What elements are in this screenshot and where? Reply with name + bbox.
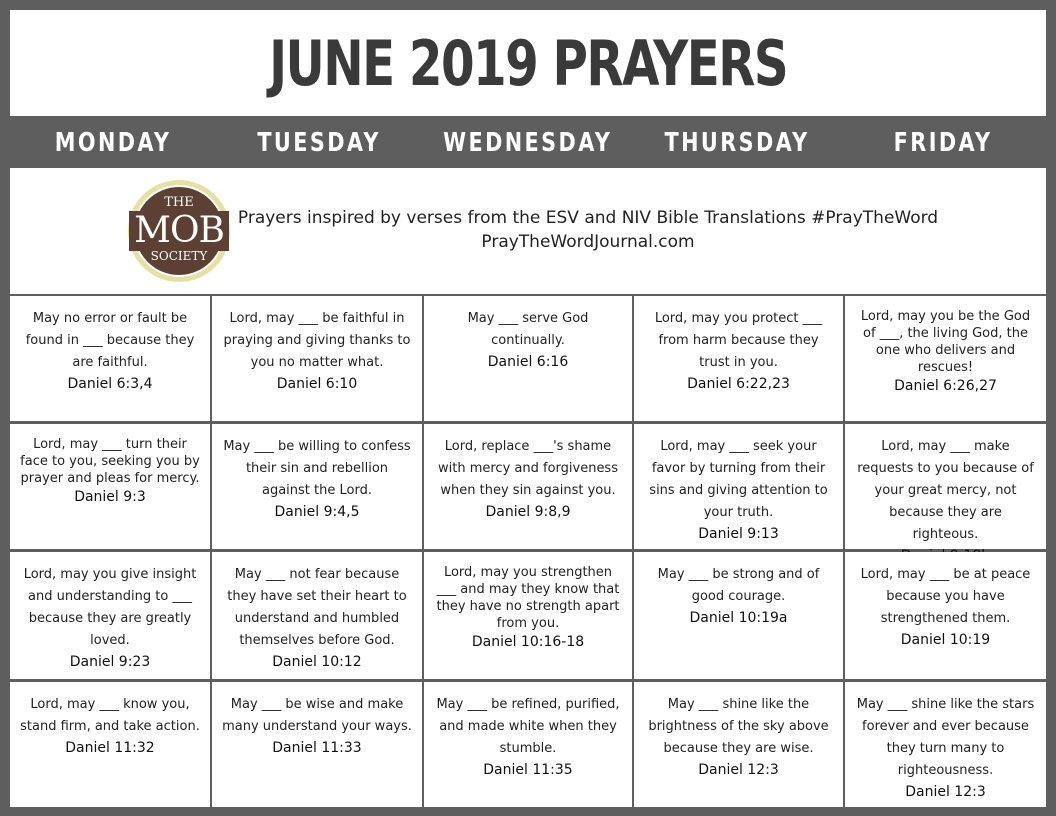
calendar-cell bbox=[10, 682, 210, 807]
translations-note: Prayers inspired by verses from the ESV and NIV Bible Translations #PrayTheWord bbox=[237, 208, 939, 228]
website-link[interactable]: PrayTheWordJournal.com bbox=[481, 232, 695, 252]
calendar-cell bbox=[424, 552, 632, 679]
verse-reference: Daniel 11:32 bbox=[65, 740, 155, 756]
info-text bbox=[190, 206, 986, 254]
day-tuesday: TUESDAY bbox=[257, 128, 382, 158]
verse-reference: Daniel 9:8,9 bbox=[485, 504, 571, 520]
calendar-cell bbox=[212, 682, 422, 807]
verse-reference: Daniel 9:4,5 bbox=[274, 504, 360, 520]
verse-reference: Daniel 6:22,23 bbox=[687, 376, 790, 392]
day-monday: MONDAY bbox=[54, 128, 172, 158]
verse-reference: Daniel 10:12 bbox=[272, 654, 362, 670]
verse-reference: Daniel 11:33 bbox=[272, 740, 362, 756]
prayer-text: May ___ not fear because they have set their heart to understand and humbled themselves before God. bbox=[227, 567, 407, 648]
calendar-cell bbox=[212, 552, 422, 679]
prayer-text: Lord, may ___ be at peace because you have strengthened them. bbox=[860, 567, 1031, 626]
prayer-text: Lord, may ___ turn their face to you, seeking you by prayer and pleas for mercy. bbox=[20, 437, 200, 486]
verse-reference: Daniel 9:23 bbox=[69, 654, 151, 670]
calendar-cell bbox=[634, 682, 843, 807]
prayer-text: Lord, may ___ know you, stand firm, and take action. bbox=[20, 697, 200, 734]
prayer-text: Lord, replace ___'s shame with mercy and forgiveness when they sin against you. bbox=[438, 439, 618, 498]
prayer-text: May ___ serve God continually. bbox=[467, 311, 589, 348]
calendar-cell bbox=[424, 682, 632, 807]
calendar-cell bbox=[10, 296, 210, 421]
page-title: JUNE 2019 PRAYERS bbox=[268, 26, 788, 100]
calendar-cell bbox=[845, 682, 1046, 807]
verse-reference: Daniel 10:19a bbox=[689, 610, 788, 626]
prayer-text: May ___ be refined, purified, and made white when they stumble. bbox=[436, 697, 620, 756]
prayer-text: Lord, may ___ seek your favor by turning from their sins and giving attention to your truth. bbox=[649, 439, 828, 520]
prayer-text: Lord, may you strengthen ___ and may they know that they have no strength apart from you. bbox=[436, 565, 620, 631]
calendar-cell bbox=[212, 296, 422, 421]
verse-reference: Daniel 6:3,4 bbox=[67, 376, 153, 392]
logo-the: THE bbox=[164, 195, 194, 210]
calendar-cell bbox=[634, 296, 843, 421]
verse-reference: Daniel 11:35 bbox=[483, 762, 573, 778]
day-thursday: THURSDAY bbox=[664, 128, 810, 158]
day-wednesday: WEDNESDAY bbox=[443, 128, 613, 158]
logo-mob: MOB bbox=[129, 211, 229, 251]
prayer-text: Lord, may you be the God of ___, the living God, the one who delivers and rescues! bbox=[860, 309, 1031, 375]
verse-reference: Daniel 12:3 bbox=[905, 784, 986, 800]
prayer-text: Lord, may you protect ___ from harm because they trust in you. bbox=[654, 311, 823, 370]
verse-reference: Daniel 9:3 bbox=[74, 489, 146, 505]
prayer-text: May ___ shine like the stars forever and ever because they turn many to righteousness. bbox=[856, 697, 1035, 778]
calendar-cell bbox=[634, 424, 843, 549]
verse-reference: Daniel 12:3 bbox=[698, 762, 779, 778]
calendar-cell bbox=[10, 424, 210, 549]
calendar-cell bbox=[212, 424, 422, 549]
calendar-cell bbox=[634, 552, 843, 679]
calendar-cell bbox=[845, 424, 1046, 549]
prayer-calendar-grid bbox=[10, 296, 1046, 806]
title-banner bbox=[10, 10, 1046, 116]
verse-reference: Daniel 10:16-18 bbox=[471, 634, 585, 650]
calendar-cell bbox=[845, 552, 1046, 679]
prayer-text: Lord, may you give insight and understanding to ___ because they are greatly loved. bbox=[23, 567, 197, 648]
calendar-cell bbox=[424, 296, 632, 421]
verse-reference: Daniel 6:16 bbox=[487, 354, 569, 370]
day-friday: FRIDAY bbox=[893, 128, 993, 158]
weekday-header bbox=[10, 120, 1046, 166]
info-panel bbox=[10, 168, 1046, 294]
prayer-text: Lord, may ___ be faithful in praying and giving thanks to you no matter what. bbox=[223, 311, 411, 370]
verse-reference: Daniel 6:10 bbox=[276, 376, 358, 392]
calendar-cell bbox=[845, 296, 1046, 421]
calendar-cell bbox=[424, 424, 632, 549]
prayer-text: May ___ shine like the brightness of the sky above because they are wise. bbox=[648, 697, 829, 756]
calendar-cell bbox=[10, 552, 210, 679]
prayer-text: May no error or fault be found in ___ because they are faithful. bbox=[25, 311, 195, 370]
verse-reference: Daniel 9:13 bbox=[698, 526, 779, 542]
verse-reference: Daniel 10:19 bbox=[900, 632, 991, 648]
prayer-text: May ___ be strong and of good courage. bbox=[657, 567, 820, 604]
logo-society: SOCIETY bbox=[150, 249, 208, 263]
prayer-text: May ___ be willing to confess their sin and rebellion against the Lord. bbox=[223, 439, 411, 498]
prayer-text: May ___ be wise and make many understand your ways. bbox=[222, 697, 412, 734]
verse-reference: Daniel 6:26,27 bbox=[894, 378, 997, 394]
prayer-text: Lord, may ___ make requests to you because of your great mercy, not because they are righteous. bbox=[857, 439, 1034, 542]
